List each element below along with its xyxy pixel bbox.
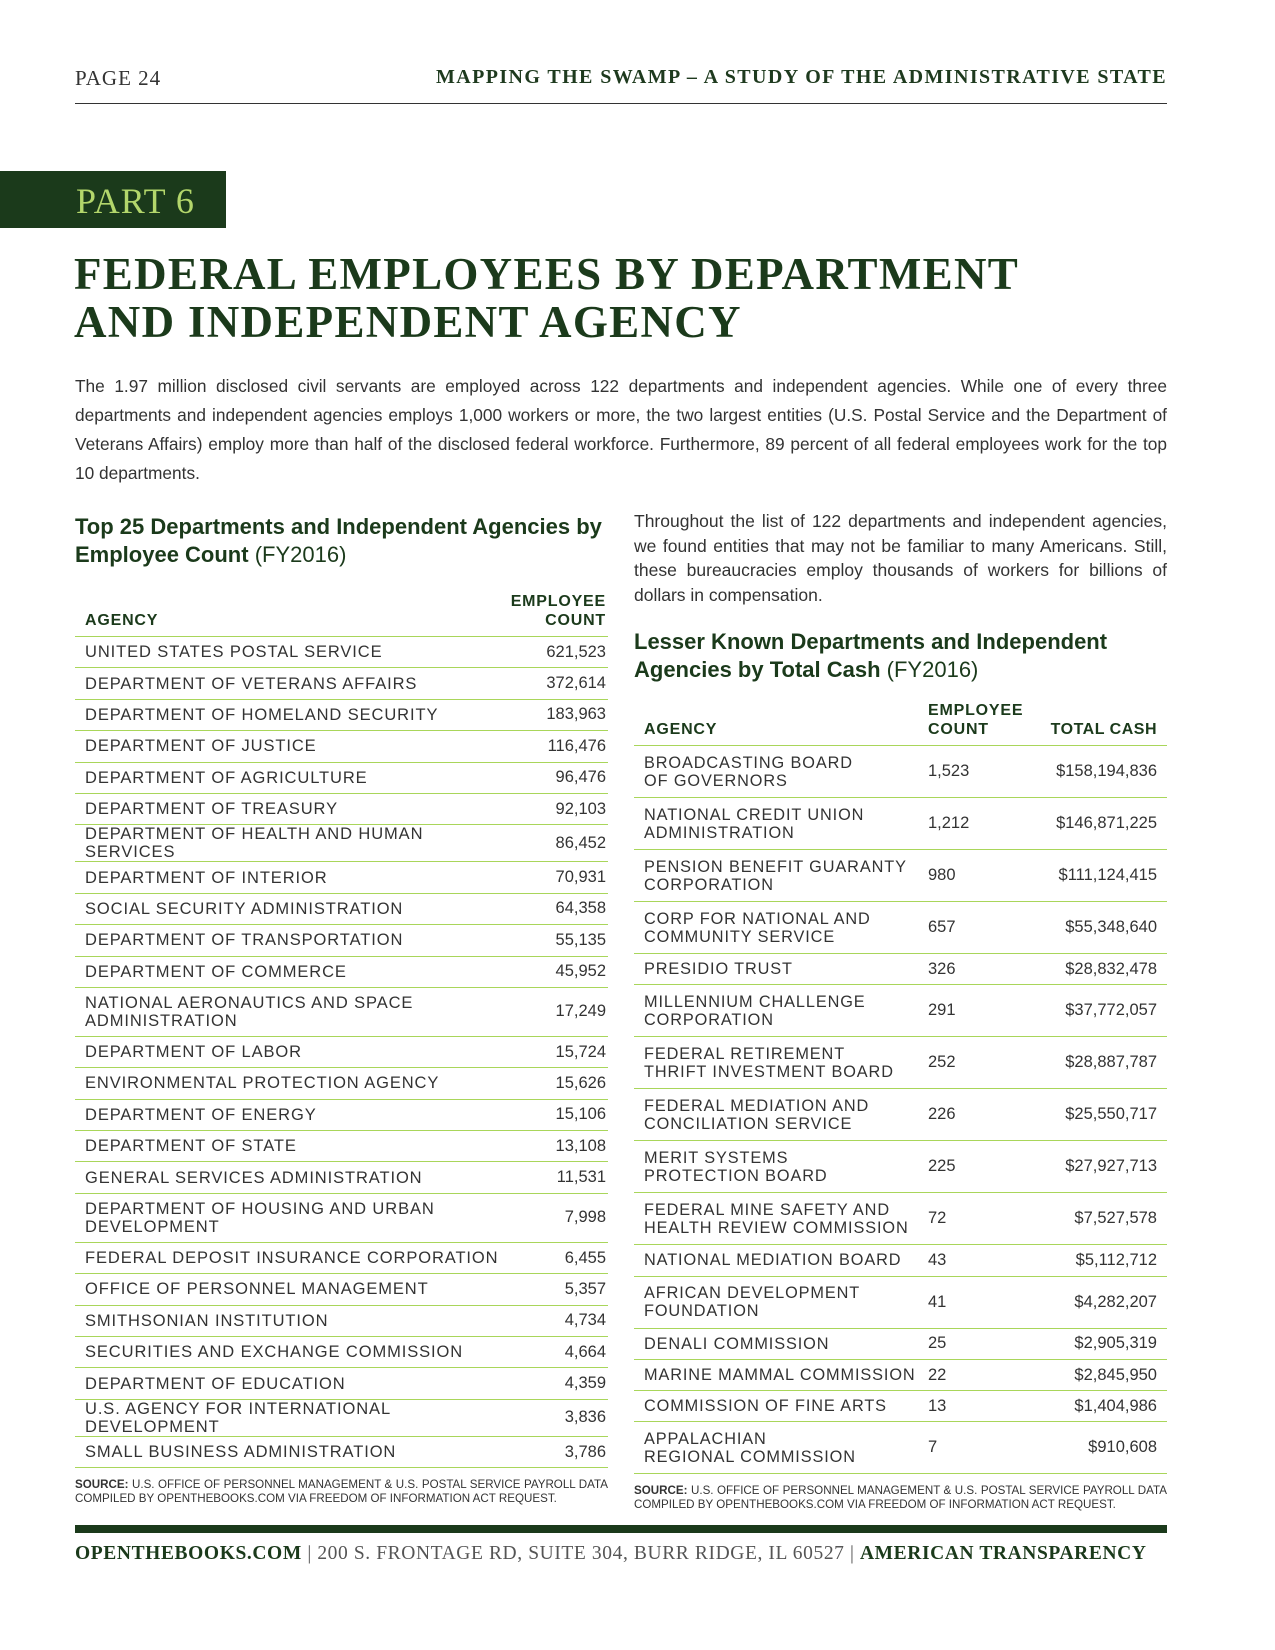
table-row	[75, 1437, 608, 1468]
employee-count: 13	[928, 1396, 947, 1415]
agency-name-line1: MILLENNIUM CHALLENGE	[644, 992, 866, 1011]
agency-name: DEPARTMENT OF JUSTICE	[85, 737, 317, 756]
table2-source-label: SOURCE:	[634, 1484, 688, 1498]
total-cash: $28,887,787	[1065, 1053, 1157, 1072]
table2-fy: (FY2016)	[886, 657, 979, 682]
agency-name-line2: CORPORATION	[644, 1010, 774, 1029]
table-row	[75, 925, 608, 956]
agency-name	[634, 1097, 918, 1133]
agency-name-line2: CONCILIATION SERVICE	[644, 1114, 853, 1133]
table-row	[75, 1306, 608, 1337]
total-cash: $2,905,319	[1074, 1334, 1157, 1353]
agency-name: SMITHSONIAN INSTITUTION	[85, 1311, 329, 1330]
table-row	[75, 1131, 608, 1162]
agency-name-line1: PENSION BENEFIT GUARANTY	[644, 857, 907, 876]
table-row	[634, 1193, 1167, 1245]
title-line-1: FEDERAL EMPLOYEES BY DEPARTMENT	[74, 249, 1020, 299]
agency-name-line2: OF GOVERNORS	[644, 771, 788, 790]
agency-name-line1: MARINE MAMMAL COMMISSION	[644, 1366, 916, 1385]
agency-name: FEDERAL DEPOSIT INSURANCE CORPORATION	[85, 1249, 499, 1268]
employee-count: 13,108	[555, 1136, 606, 1155]
agency-name-line1: PRESIDIO TRUST	[644, 960, 793, 979]
agency-name: DEPARTMENT OF AGRICULTURE	[85, 768, 368, 787]
agency-name: OFFICE OF PERSONNEL MANAGEMENT	[85, 1280, 429, 1299]
part-badge	[0, 171, 226, 228]
agency-name: DEPARTMENT OF INTERIOR	[85, 868, 328, 887]
total-cash: $1,404,986	[1074, 1396, 1157, 1415]
agency-name: DEPARTMENT OF VETERANS AFFAIRS	[85, 674, 418, 693]
table1-source	[75, 1478, 608, 1506]
total-cash: $4,282,207	[1074, 1292, 1157, 1311]
intro-paragraph: The 1.97 million disclosed civil servants are employed across 122 departments and independent agencies. While one of every three departments and independent agencies employs 1,000 workers or more, the two largest entities (U.S. Postal Service and the Department of Veterans Affairs) employ more than half of the disclosed federal workforce. Furthermore, 89 percent of all federal employees work for the top 10 departments.	[75, 376, 1167, 483]
table-row	[634, 1141, 1167, 1193]
agency-name-line2: REGIONAL COMMISSION	[644, 1447, 856, 1466]
table-row	[75, 1162, 608, 1193]
agency-name-line2: CORPORATION	[644, 875, 774, 894]
agency-name: DEPARTMENT OF HEALTH AND HUMAN SERVICES	[85, 825, 424, 862]
agency-name: DEPARTMENT OF HOMELAND SECURITY	[85, 705, 439, 724]
agency-name: UNITED STATES POSTAL SERVICE	[85, 643, 383, 662]
agency-name: ENVIRONMENTAL PROTECTION AGENCY	[85, 1074, 440, 1093]
table2-header	[634, 684, 1167, 746]
table1-source-text: U.S. OFFICE OF PERSONNEL MANAGEMENT & U.S. POSTAL SERVICE PAYROLL DATA COMPILED BY OPENTHEBOOKS.COM VIA FREEDOM OF INFORMATION ACT REQUEST.	[75, 1478, 608, 1506]
agency-name	[634, 960, 918, 978]
agency-name	[634, 1335, 918, 1353]
agency-name-line1: AFRICAN DEVELOPMENT	[644, 1284, 861, 1303]
table-row	[75, 700, 608, 731]
agency-name	[634, 1397, 918, 1415]
agency-name	[634, 1430, 918, 1466]
footer-sep-2: |	[844, 1543, 860, 1564]
table-row	[634, 1089, 1167, 1141]
employee-count: 55,135	[555, 930, 606, 949]
total-cash: $28,832,478	[1065, 959, 1157, 978]
agency-name-line1: NATIONAL MEDIATION BOARD	[644, 1251, 902, 1270]
table-row	[75, 1400, 608, 1437]
employee-count: 226	[928, 1105, 956, 1124]
table-row	[75, 763, 608, 794]
total-cash: $146,871,225	[1056, 814, 1157, 832]
table1-col-count	[511, 592, 606, 630]
employee-count: 291	[928, 1001, 956, 1020]
agency-name-line1: FEDERAL MINE SAFETY AND	[644, 1200, 890, 1219]
table-row	[75, 1337, 608, 1368]
employee-count: 372,614	[546, 674, 606, 693]
employee-count: 657	[928, 918, 956, 936]
agency-name: DEPARTMENT OF TRANSPORTATION	[85, 931, 404, 950]
agency-name	[634, 858, 918, 894]
table-row	[75, 957, 608, 988]
agency-name: DEPARTMENT OF TREASURY	[85, 800, 338, 819]
agency-name	[634, 1045, 918, 1081]
employee-count: 22	[928, 1365, 947, 1384]
agency-name-line1: CORP FOR NATIONAL AND	[644, 909, 871, 928]
table-row	[634, 798, 1167, 850]
employee-count: 621,523	[546, 642, 606, 661]
total-cash: $2,845,950	[1074, 1365, 1157, 1384]
agency-name: SOCIAL SECURITY ADMINISTRATION	[85, 899, 404, 918]
agency-name-line1: FEDERAL MEDIATION AND	[644, 1096, 870, 1115]
employee-count: 15,106	[555, 1105, 606, 1124]
employee-count: 86,452	[555, 833, 606, 852]
top-25-section	[75, 513, 608, 1506]
agency-name-line2: ADMINISTRATION	[644, 823, 795, 842]
total-cash: $27,927,713	[1065, 1157, 1157, 1176]
employee-count: 15,724	[555, 1042, 606, 1061]
agency-name: DEPARTMENT OF HOUSING AND URBAN DEVELOPMENT	[85, 1199, 435, 1236]
employee-count: 326	[928, 959, 956, 978]
agency-name-line2: THRIFT INVESTMENT BOARD	[644, 1062, 894, 1081]
page-title	[74, 250, 1074, 346]
right-intro-paragraph: Throughout the list of 122 departments and independent agencies, we found entities that may not be familiar to many Americans. Still, these bureaucracies employ thousands of workers for billions of dollars in compensation.	[634, 511, 1167, 605]
agency-name	[634, 1251, 918, 1269]
employee-count: 4,664	[564, 1342, 606, 1361]
employee-count: 252	[928, 1053, 956, 1072]
agency-name-line1: BROADCASTING BOARD	[644, 753, 853, 772]
table-row	[634, 1329, 1167, 1360]
table-row	[634, 1391, 1167, 1422]
page-number: PAGE 24	[75, 66, 162, 90]
employee-count: 15,626	[555, 1073, 606, 1092]
lesser-known-section	[634, 513, 1167, 1512]
table-row	[75, 637, 608, 668]
agency-name: DEPARTMENT OF LABOR	[85, 1043, 302, 1062]
table1-title-text: Top 25 Departments and Independent Agencies by Employee Count	[75, 514, 602, 567]
employee-count: 64,358	[555, 899, 606, 918]
agency-name: SMALL BUSINESS ADMINISTRATION	[85, 1443, 397, 1461]
table-row	[75, 988, 608, 1037]
table2-col-count	[928, 701, 1023, 739]
agency-name: DEPARTMENT OF EDUCATION	[85, 1374, 346, 1393]
employee-count: 116,476	[547, 736, 606, 755]
agency-name-line1: DENALI COMMISSION	[644, 1334, 830, 1353]
employee-count: 980	[928, 866, 956, 884]
table2-title	[634, 628, 1167, 684]
total-cash: $910,608	[1088, 1438, 1157, 1457]
agency-name: DEPARTMENT OF STATE	[85, 1137, 297, 1156]
footer-rule	[75, 1525, 1167, 1533]
table2-col-count-line1: EMPLOYEE	[928, 702, 1024, 719]
table-row	[75, 1274, 608, 1305]
agency-name-line2: HEALTH REVIEW COMMISSION	[644, 1218, 909, 1237]
agency-name	[634, 993, 918, 1029]
table1-body	[75, 637, 608, 1468]
agency-name: SECURITIES AND EXCHANGE COMMISSION	[85, 1343, 464, 1362]
part-label: PART 6	[76, 181, 195, 221]
table2-col-count-line2: COUNT	[928, 721, 989, 738]
agency-name: DEPARTMENT OF ENERGY	[85, 1105, 317, 1124]
total-cash: $55,348,640	[1065, 918, 1157, 936]
table1-col-agency: AGENCY	[85, 612, 159, 629]
employee-count: 7,998	[564, 1208, 606, 1227]
table-row	[75, 668, 608, 699]
table-row	[75, 1243, 608, 1274]
agency-name	[634, 910, 918, 946]
employee-count: 17,249	[555, 1002, 606, 1021]
agency-name: U.S. AGENCY FOR INTERNATIONAL DEVELOPMENT	[85, 1399, 391, 1436]
table1-col-count-line1: EMPLOYEE	[510, 593, 606, 610]
table-row	[634, 1422, 1167, 1474]
agency-name	[634, 1149, 918, 1185]
total-cash: $37,772,057	[1065, 1001, 1157, 1020]
running-title: MAPPING THE SWAMP – A STUDY OF THE ADMINISTRATIVE STATE	[435, 66, 1167, 88]
agency-name: GENERAL SERVICES ADMINISTRATION	[85, 1168, 423, 1187]
agency-name-line1: NATIONAL CREDIT UNION	[644, 805, 865, 824]
table2-source-text: U.S. OFFICE OF PERSONNEL MANAGEMENT & U.S. POSTAL SERVICE PAYROLL DATA COMPILED BY OPENTHEBOOKS.COM VIA FREEDOM OF INFORMATION ACT REQUEST.	[634, 1484, 1167, 1512]
title-line-2: AND INDEPENDENT AGENCY	[74, 297, 742, 347]
employee-count: 5,357	[564, 1279, 606, 1298]
footer-org: AMERICAN TRANSPARENCY	[859, 1543, 1147, 1564]
table2-col-cash: TOTAL CASH	[1050, 721, 1157, 738]
agency-name: DEPARTMENT OF COMMERCE	[85, 962, 347, 981]
running-header	[75, 62, 1167, 104]
employee-count: 92,103	[555, 799, 606, 818]
table2-source	[634, 1484, 1167, 1512]
footer	[75, 1543, 1167, 1565]
footer-site: OPENTHEBOOKS.COM	[75, 1543, 302, 1564]
total-cash: $5,112,712	[1075, 1250, 1157, 1269]
table-row	[634, 746, 1167, 798]
table-row	[75, 1037, 608, 1068]
employee-count: 1,212	[928, 814, 970, 832]
agency-name	[634, 1366, 918, 1384]
employee-count: 96,476	[555, 768, 606, 787]
employee-count: 3,836	[564, 1408, 606, 1427]
table1-col-count-line2: COUNT	[545, 612, 606, 629]
agency-name: NATIONAL AERONAUTICS AND SPACE ADMINISTRATION	[85, 993, 414, 1030]
table-row	[634, 850, 1167, 902]
agency-name	[634, 1201, 918, 1237]
table2-col-agency: AGENCY	[644, 721, 718, 738]
agency-name-line2: COMMUNITY SERVICE	[644, 927, 836, 946]
table-row	[75, 862, 608, 893]
table-row	[75, 825, 608, 862]
agency-name-line1: MERIT SYSTEMS	[644, 1148, 789, 1167]
table1-header	[75, 569, 608, 637]
employee-count: 41	[928, 1292, 947, 1311]
agency-name-line2: FOUNDATION	[644, 1302, 760, 1321]
employee-count: 225	[928, 1157, 956, 1176]
agency-name	[634, 754, 918, 790]
footer-sep-1: |	[301, 1543, 318, 1564]
employee-count: 1,523	[928, 762, 970, 780]
employee-count: 70,931	[555, 868, 606, 887]
agency-name	[634, 806, 918, 842]
table-row	[634, 954, 1167, 985]
table-row	[634, 902, 1167, 954]
employee-count: 3,786	[564, 1442, 606, 1461]
table-row	[75, 1368, 608, 1399]
table-row	[75, 1100, 608, 1131]
footer-address: 200 S. FRONTAGE RD, SUITE 304, BURR RIDGE, IL 60527	[317, 1543, 845, 1564]
table1-fy: (FY2016)	[254, 542, 347, 567]
employee-count: 183,963	[546, 705, 606, 724]
employee-count: 72	[928, 1209, 947, 1228]
total-cash: $158,194,836	[1056, 762, 1157, 780]
employee-count: 7	[928, 1438, 938, 1457]
employee-count: 43	[928, 1250, 947, 1269]
table-row	[634, 985, 1167, 1037]
agency-name-line1: FEDERAL RETIREMENT	[644, 1044, 846, 1063]
employee-count: 4,359	[564, 1374, 606, 1393]
table2-body	[634, 746, 1167, 1474]
employee-count: 6,455	[564, 1248, 606, 1267]
total-cash: $7,527,578	[1074, 1209, 1157, 1228]
table-row	[75, 731, 608, 762]
agency-name-line2: PROTECTION BOARD	[644, 1166, 828, 1185]
employee-count: 11,531	[556, 1168, 606, 1187]
agency-name-line1: COMMISSION OF FINE ARTS	[644, 1397, 887, 1416]
agency-name-line1: APPALACHIAN	[644, 1429, 767, 1448]
total-cash: $25,550,717	[1065, 1105, 1157, 1124]
table-row	[634, 1037, 1167, 1089]
table-row	[75, 1068, 608, 1099]
table-row	[75, 894, 608, 925]
employee-count: 45,952	[555, 962, 606, 981]
table-row	[75, 1194, 608, 1243]
table2-title-text: Lesser Known Departments and Independent Agencies by Total Cash	[634, 629, 1108, 682]
table-row	[634, 1277, 1167, 1329]
table1-title	[75, 513, 608, 569]
table-row	[75, 794, 608, 825]
employee-count: 4,734	[564, 1311, 606, 1330]
table1-source-label: SOURCE:	[75, 1478, 129, 1492]
table-row	[634, 1245, 1167, 1276]
employee-count: 25	[928, 1334, 947, 1353]
table-row	[634, 1360, 1167, 1391]
agency-name	[634, 1284, 918, 1320]
total-cash: $111,124,415	[1058, 866, 1157, 884]
